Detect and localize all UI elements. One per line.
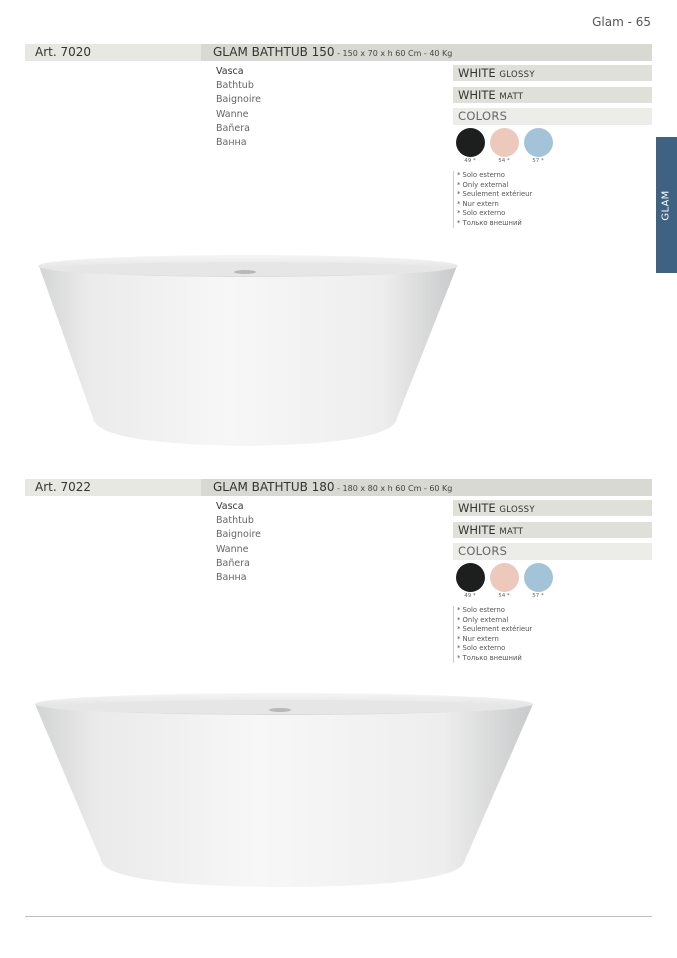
name-russian: Ванна <box>216 572 247 584</box>
swatch-57 <box>523 128 553 164</box>
product-name-translations <box>216 65 261 150</box>
swatch-code: 54 * <box>498 158 510 164</box>
name-italian: Vasca <box>216 501 244 512</box>
note-line: * Only external <box>457 615 509 624</box>
bathtub-150-image <box>25 250 465 450</box>
note-line: * Solo externo <box>457 209 506 217</box>
finish-white-glossy <box>453 65 652 81</box>
finish-main-label: WHITE <box>458 501 496 515</box>
note-line: * Solo externo <box>457 644 506 652</box>
section-side-tab-label: GLAM <box>661 189 672 221</box>
name-english: Bathtub <box>216 80 254 92</box>
article-number: Art. 7020 <box>25 44 201 61</box>
name-french: Baignoire <box>216 529 262 541</box>
color-notes <box>453 606 532 663</box>
name-english: Bathtub <box>216 515 254 527</box>
note-line: * Только внешний <box>457 218 522 227</box>
product-name: GLAM BATHTUB 180 <box>213 480 335 494</box>
name-russian: Ванна <box>216 137 247 149</box>
finish-white-matt <box>453 522 652 538</box>
product-art-7022 <box>25 479 652 899</box>
product-title <box>207 44 452 61</box>
swatch-49 <box>455 128 485 164</box>
finish-sub-label: GLOSSY <box>499 505 535 515</box>
swatch-code: 57 * <box>532 593 544 599</box>
finish-white-matt <box>453 87 652 103</box>
note-line: * Solo esterno <box>457 171 505 179</box>
colors-heading: COLORS <box>453 543 652 560</box>
note-line: * Seulement extérieur <box>457 625 533 633</box>
note-line: * Nur extern <box>457 199 499 208</box>
product-art-7020 <box>25 44 652 454</box>
product-dimensions: - 150 x 70 x h 60 Cm - 40 Kg <box>334 49 453 58</box>
product-name-translations <box>216 500 261 585</box>
finish-main-label: WHITE <box>458 88 496 102</box>
finish-main-label: WHITE <box>458 66 496 80</box>
name-german: Wanne <box>216 543 249 555</box>
bathtub-180-image <box>25 688 540 888</box>
color-notes <box>453 171 532 228</box>
product-title <box>207 479 452 496</box>
swatch-circle <box>524 563 553 592</box>
swatch-code: 54 * <box>498 593 510 599</box>
finish-sub-label: GLOSSY <box>499 70 535 80</box>
swatch-code: 49 * <box>464 593 476 599</box>
finish-white-glossy <box>453 500 652 516</box>
color-swatches <box>455 128 553 164</box>
swatch-54 <box>489 128 519 164</box>
finish-main-label: WHITE <box>458 523 496 537</box>
name-italian: Vasca <box>216 66 244 77</box>
name-german: Wanne <box>216 108 249 120</box>
note-line: * Solo esterno <box>457 606 505 614</box>
name-spanish: Bañera <box>216 122 250 134</box>
swatch-49 <box>455 563 485 599</box>
swatch-circle <box>456 128 485 157</box>
finish-sub-label: MATT <box>499 527 524 537</box>
name-spanish: Bañera <box>216 557 250 569</box>
name-french: Baignoire <box>216 94 262 106</box>
swatch-54 <box>489 563 519 599</box>
note-line: * Only external <box>457 180 509 189</box>
swatch-code: 57 * <box>532 158 544 164</box>
swatch-circle <box>490 563 519 592</box>
product-dimensions: - 180 x 80 x h 60 Cm - 60 Kg <box>334 484 453 493</box>
article-number: Art. 7022 <box>25 479 201 496</box>
swatch-circle <box>490 128 519 157</box>
swatch-code: 49 * <box>464 158 476 164</box>
note-line: * Seulement extérieur <box>457 190 533 198</box>
page-header: Glam - 65 <box>592 15 651 29</box>
swatch-57 <box>523 563 553 599</box>
note-line: * Nur extern <box>457 634 499 643</box>
note-line: * Только внешний <box>457 653 522 662</box>
swatch-circle <box>524 128 553 157</box>
section-side-tab[interactable] <box>656 137 677 273</box>
finish-sub-label: MATT <box>499 92 524 102</box>
swatch-circle <box>456 563 485 592</box>
product-name: GLAM BATHTUB 150 <box>213 45 335 59</box>
colors-heading: COLORS <box>453 108 652 125</box>
color-swatches <box>455 563 553 599</box>
bottom-rule <box>25 916 652 917</box>
